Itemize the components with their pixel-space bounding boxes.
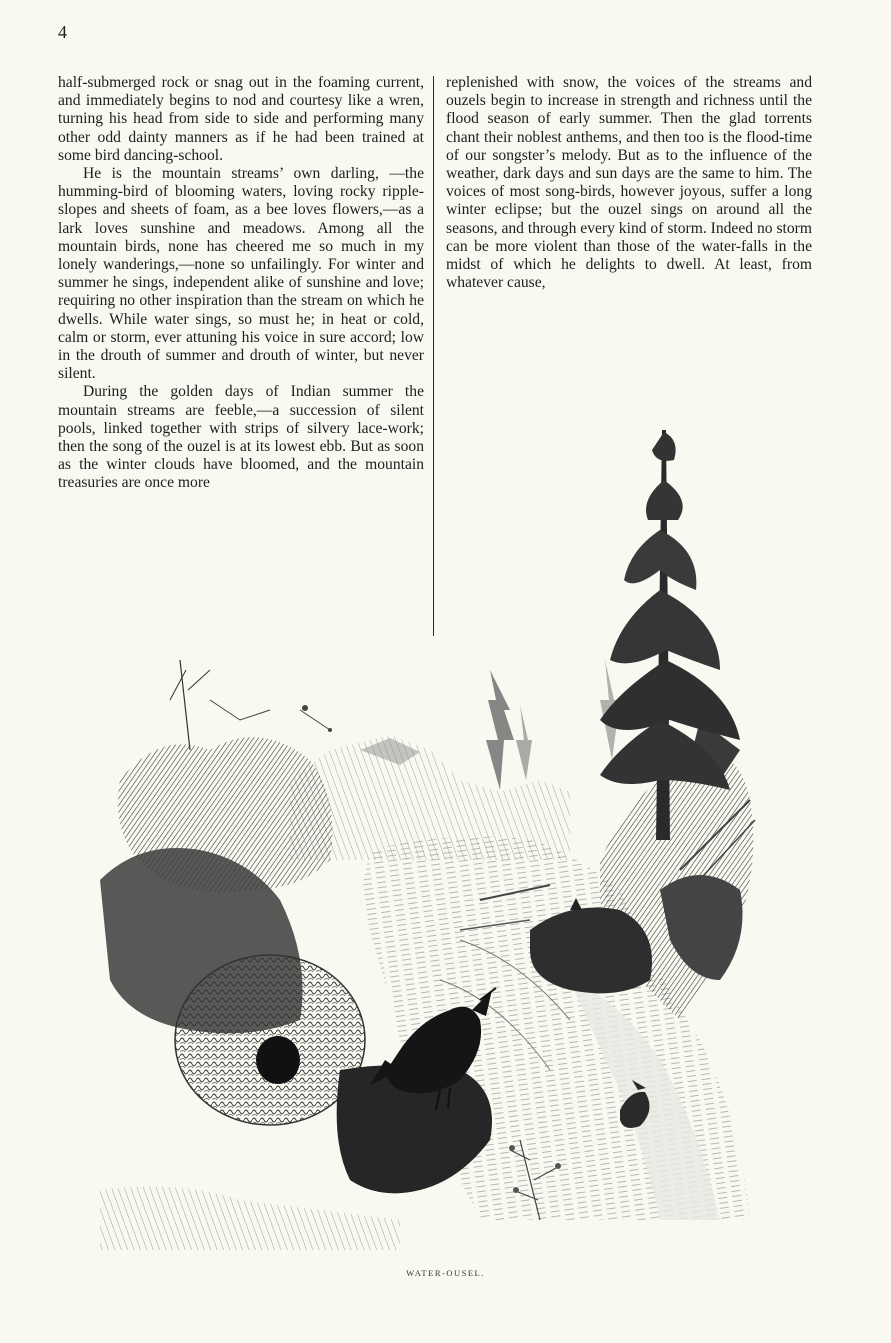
water-ousel-engraving (100, 420, 780, 1260)
right-column (446, 74, 812, 292)
paragraph: During the golden days of Indian summer the mountain streams are feeble,—a succession of silent pools, linked together with strips of silvery lace-work; then the song of the ouzel is at its lowest ebb. But as soon as the winter clouds have bloomed, and the mountain treasuries are once more (58, 383, 424, 492)
paragraph: half-submerged rock or snag out in the foaming current, and immediately begins to nod and courtesy like a wren, turning his head from side to side and performing many other odd dainty manners as if he had been trained at some bird dancing-school. (58, 74, 424, 164)
illustration-caption: WATER-OUSEL. (406, 1268, 485, 1278)
paragraph: replenished with snow, the voices of the streams and ouzels begin to increase in strength and richness until the flood season of early summer. Then the glad torrents chant their noblest anthems, and then too is the flood-time of our songster’s melody. But as to the influence of the weather, dark days and sun days are the same to him. The voices of most song-birds, however joyous, suffer a long winter eclipse; but the ouzel sings on around all the seasons, and through every kind of storm. Indeed no storm can be more violent than those of the water-falls in the midst of which he delights to dwell. At least, from whatever cause, (446, 74, 812, 292)
paragraph: He is the mountain streams’ own darling, —the humming-bird of blooming waters, loving rocky ripple-slopes and sheets of foam, as a bee loves flowers,—as a lark loves sunshine and meadows. Among all the mountain birds, none has cheered me so much in my lonely wanderings,—none so unfailingly. For winter and summer he sings, independent alike of sunshine and love; requiring no other inspiration than the stream on which he dwells. While water sings, so must he; in heat or cold, calm or storm, ever attuning his voice in sure accord; low in the drouth of summer and drouth of winter, but never silent. (58, 165, 424, 383)
page-number: 4 (58, 22, 67, 42)
